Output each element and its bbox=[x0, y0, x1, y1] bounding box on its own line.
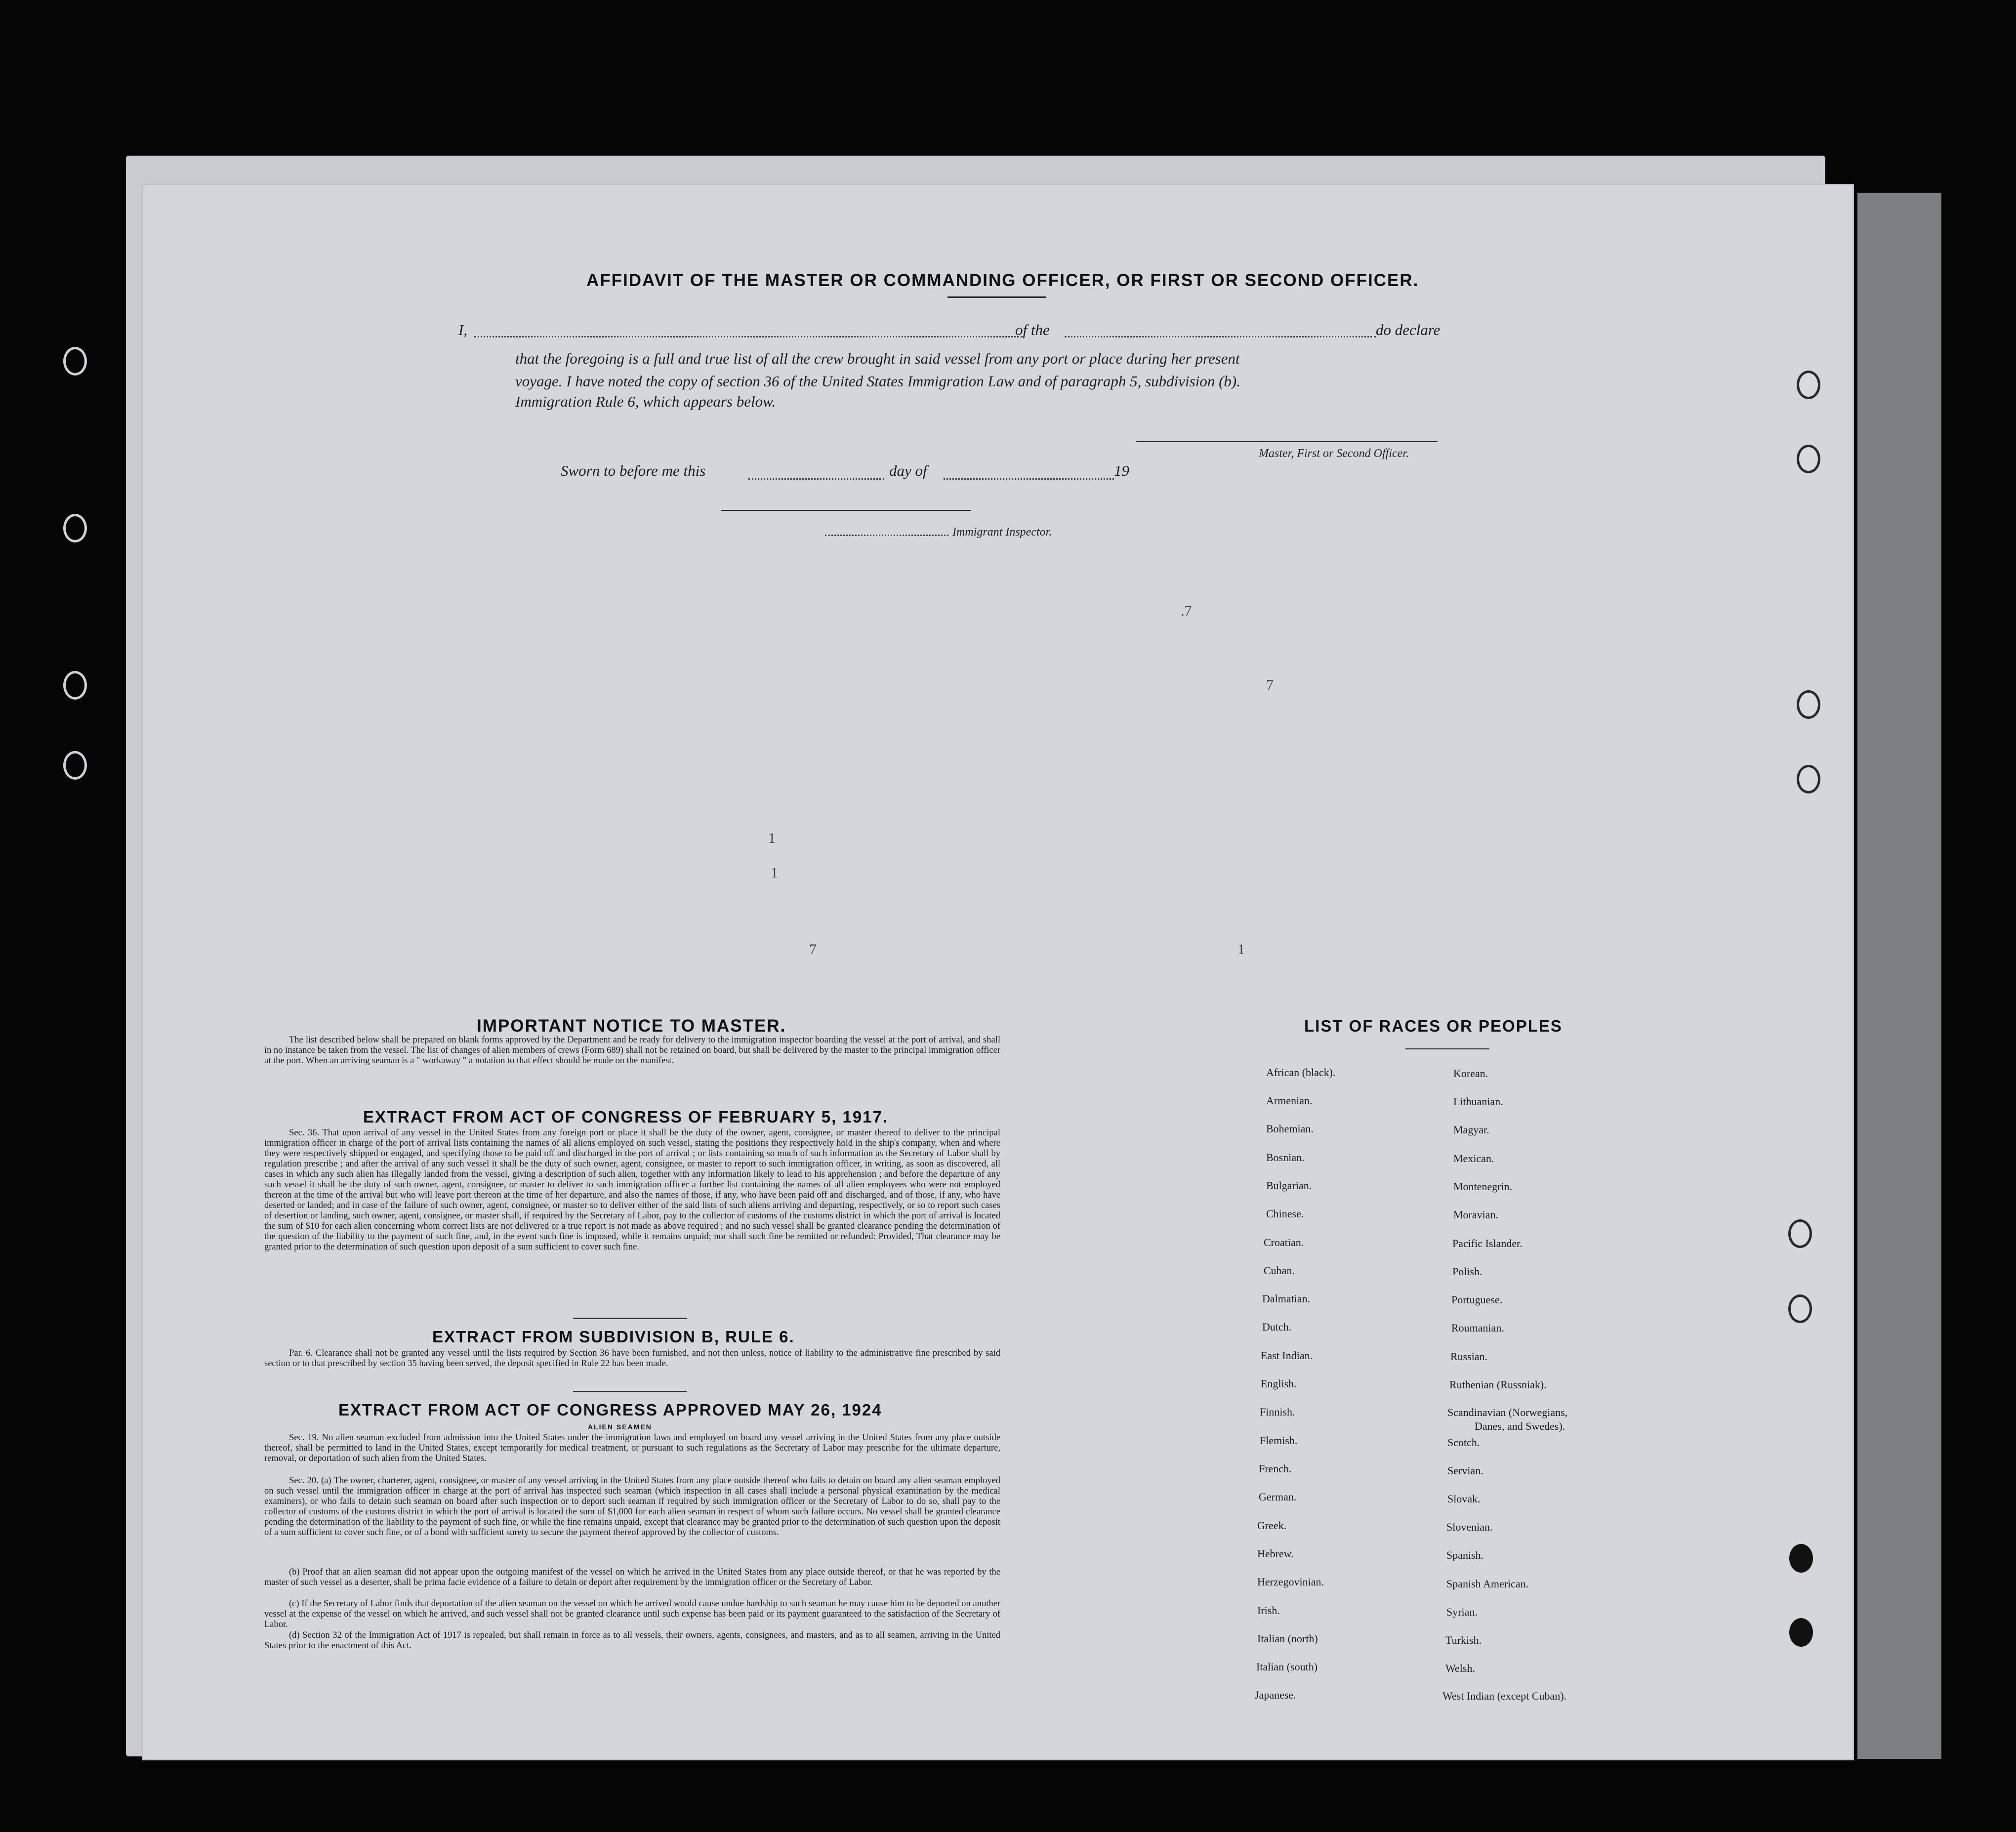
affidavit-line-2: that the foregoing is a full and true list of all the crew brought in said vessel from any port or place during her present bbox=[515, 350, 1240, 367]
race-item: English. bbox=[1261, 1377, 1297, 1390]
race-item: Dalmatian. bbox=[1262, 1292, 1311, 1305]
act-1924-sec20d: (d) Section 32 of the Immigration Act of 1917 is repealed, but shall remain in force as to all vessels, their owners, agents, consignees, and masters, and as to all seamen, arriving in the United States prior to the enactment of this Act. bbox=[264, 1630, 1000, 1651]
title-underline bbox=[947, 296, 1046, 298]
section-divider bbox=[573, 1391, 687, 1392]
vessel-blank[interactable] bbox=[1065, 336, 1376, 337]
race-item: Portuguese. bbox=[1451, 1293, 1503, 1306]
race-item: Danes, and Swedes). bbox=[1475, 1420, 1565, 1432]
race-item: African (black). bbox=[1266, 1066, 1336, 1079]
race-item: Servian. bbox=[1447, 1464, 1483, 1477]
race-item: Herzegovinian. bbox=[1257, 1576, 1324, 1588]
inspector-label: Immigrant Inspector. bbox=[952, 526, 1052, 539]
faint-mark: 1 bbox=[768, 830, 776, 846]
race-item: Bulgarian. bbox=[1266, 1179, 1312, 1192]
signature-label: Master, First or Second Officer. bbox=[1259, 447, 1409, 460]
faint-mark: 1 bbox=[1237, 941, 1245, 958]
races-title-underline bbox=[1405, 1048, 1489, 1049]
act-1924-title: EXTRACT FROM ACT OF CONGRESS APPROVED MAY 26, 1924 bbox=[338, 1401, 882, 1419]
race-item: Welsh. bbox=[1445, 1662, 1475, 1674]
binding-hole bbox=[1797, 690, 1820, 719]
act-1917-body: Sec. 36. That upon arrival of any vessel in the United States from any foreign port or place it shall be the duty of the owner, agent, consignee, or master thereof to deliver to the principal immigration officer in charge of the port of arrival lists containing the names of all aliens employed on such vessel, stating the positions they respectively hold in the ship's company, when and where they were respectively shipped or engaged, and specifying those to be paid off and discharged in the port of arrival ; or lists containing so much of such information as the Secretary of Labor shall by regulation prescribe ; and after the arrival of any such vessel it shall be the duty of such owner, agent, consignee, or master to report to such immigration officer, in writing, as soon as discovered, all cases in which any such alien has illegally landed from the vessel, giving a description of such alien, together with any information likely to lead to his apprehension ; and before the departure of any such vessel it shall be the duty of such owner, agent, consignee, or master to deliver to such immigration officer a further list containing the names of all alien employees who were not employed thereon at the time of the arrival but who will leave port thereon at the time of her departure, and also the names of those, if any, who have been paid off and discharged, and of those, if any, who have deserted or landed; and in case of the failure of such owner, agent, consignee, or master so to deliver either of the said lists of such aliens arriving and departing, respectively, or so to report such cases of desertion or landing, such owner, agent, consignee, or master shall, if required by the Secretary of Labor, pay to the collector of customs of the customs district in which the port of arrival is located the sum of $10 for each alien concerning whom correct lists are not delivered or a true report is not made as above required ; and no such vessel shall be granted clearance pending the determination of the question of the liability to the payment of such fine, and, in the event such fine is imposed, while it remains unpaid; nor shall such fine be remitted or refunded: Provided, That clearance may be granted prior to the determination of such question upon deposit of a sum sufficient to cover such fine. bbox=[264, 1128, 1000, 1252]
race-item: Croatian. bbox=[1264, 1236, 1304, 1249]
faint-mark: 1 bbox=[771, 865, 778, 881]
act-1924-sec20a: Sec. 20. (a) The owner, charterer, agent, consignee, or master of any vessel arriving in the United States from any place outside thereof who fails to detain on board any alien seaman employed on such vessel until the immigration officer in charge at the port of arrival has inspected such seaman (which inspection in all cases shall include a personal physical examination by the medical examiners), or who fails to detain such seaman on board after such inspection or to deport such seaman if required by such immigration officer or the Secretary of Labor to do so, shall pay to the collector of customs of the customs district in which the port of arrival is located the sum of $1,000 for each alien seaman in respect of whom such failure occurs. No vessel shall be granted clearance pending the determination of the liability to the payment of such fine, or while the fine remains unpaid, except that clearance may be granted prior to the determination of such question upon the deposit of a sum sufficient to cover such fine, or of a bond with sufficient surety to secure the payment thereof approved by the collector of customs. bbox=[264, 1476, 1000, 1538]
affidavit-i: I, bbox=[458, 321, 468, 338]
race-item: Korean. bbox=[1453, 1067, 1488, 1080]
race-item: Pacific Islander. bbox=[1452, 1237, 1522, 1249]
inspector-signature-line[interactable] bbox=[721, 510, 971, 511]
sworn-before: Sworn to before me this bbox=[561, 462, 706, 479]
race-item: Spanish American. bbox=[1446, 1578, 1529, 1590]
binding-hole bbox=[1797, 371, 1820, 399]
subdivision-b-title: EXTRACT FROM SUBDIVISION B, RULE 6. bbox=[432, 1328, 795, 1346]
section-divider bbox=[573, 1318, 687, 1319]
sworn-day-blank[interactable] bbox=[748, 478, 884, 480]
binding-hole bbox=[1788, 1294, 1812, 1323]
affidavit-of-the: of the bbox=[1015, 321, 1050, 338]
race-item: Bohemian. bbox=[1266, 1123, 1314, 1135]
day-of: day of bbox=[889, 462, 927, 479]
sworn-month-blank[interactable] bbox=[944, 478, 1114, 480]
race-item: Roumanian. bbox=[1451, 1322, 1504, 1334]
race-item: Hebrew. bbox=[1257, 1547, 1294, 1560]
notice-body: The list described below shall be prepared on blank forms approved by the Department and be ready for delivery to the immigration inspector boarding the vessel at the port of arrival, and shall in no instance be taken from the vessel. The list of changes of alien members of crews (Form 689) shall not be retained on board, but shall be delivered by the master to the principal immigration officer at the port. When an arriving seaman is a " workaway " a notation to that effect should be made on the manifest. bbox=[264, 1035, 1000, 1066]
race-item: Scandinavian (Norwegians, bbox=[1447, 1406, 1568, 1418]
race-item: Italian (north) bbox=[1257, 1632, 1318, 1645]
affidavit-line-3: voyage. I have noted the copy of section 36 of the United States Immigration Law and of paragraph 5, subdivision (b). bbox=[515, 373, 1240, 390]
races-title: LIST OF RACES OR PEOPLES bbox=[1304, 1017, 1563, 1035]
race-item: Montenegrin. bbox=[1453, 1180, 1513, 1193]
year-prefix: 19 bbox=[1114, 462, 1129, 479]
race-item: West Indian (except Cuban). bbox=[1442, 1690, 1567, 1702]
affidavit-line-4: Immigration Rule 6, which appears below. bbox=[515, 393, 776, 410]
race-item: Lithuanian. bbox=[1453, 1095, 1503, 1108]
faint-mark: 7 bbox=[1266, 677, 1274, 693]
race-item: German. bbox=[1259, 1491, 1297, 1503]
binding-hole bbox=[63, 347, 87, 375]
binding-hole bbox=[63, 751, 87, 780]
race-item: Mexican. bbox=[1453, 1152, 1494, 1165]
race-item: Magyar. bbox=[1453, 1124, 1489, 1136]
race-item: Polish. bbox=[1452, 1265, 1482, 1278]
race-item: Finnish. bbox=[1260, 1406, 1295, 1418]
inspector-dots bbox=[825, 535, 948, 536]
name-blank[interactable] bbox=[474, 336, 1023, 337]
race-item: Ruthenian (Russniak). bbox=[1449, 1378, 1547, 1391]
race-item: Turkish. bbox=[1445, 1634, 1482, 1646]
race-item: Bosnian. bbox=[1266, 1151, 1305, 1164]
race-item: Russian. bbox=[1450, 1350, 1488, 1363]
act-1917-title: EXTRACT FROM ACT OF CONGRESS OF FEBRUARY 5, 1917. bbox=[363, 1108, 889, 1126]
race-item: Japanese. bbox=[1255, 1689, 1296, 1701]
race-item: Slovak. bbox=[1447, 1493, 1481, 1505]
race-item: Greek. bbox=[1257, 1519, 1287, 1532]
race-item: Chinese. bbox=[1266, 1207, 1304, 1220]
binding-hole bbox=[1797, 765, 1820, 793]
race-item: Cuban. bbox=[1264, 1264, 1295, 1277]
race-item: Italian (south) bbox=[1256, 1661, 1318, 1673]
subdivision-b-body: Par. 6. Clearance shall not be granted any vessel until the lists required by Section 36 have been furnished, and not then unless, notice of liability to the administrative fine prescribed by said section or to that prescribed by section 35 having been served, the deposit specified in Rule 22 has been made. bbox=[264, 1348, 1000, 1369]
act-1924-sec20c: (c) If the Secretary of Labor finds that deportation of the alien seaman on the vessel on which he arrived would cause undue hardship to such seaman he may cause him to be deported on another vessel at the expense of the vessel on which he arrived, and such vessel shall not be granted clearance until such expense has been paid or its payment guaranteed to the satisfaction of the Secretary of Labor. bbox=[264, 1599, 1000, 1629]
race-item: Syrian. bbox=[1446, 1606, 1478, 1618]
binding-hole bbox=[63, 671, 87, 700]
alien-seamen-subtitle: ALIEN SEAMEN bbox=[588, 1423, 652, 1431]
binding-hole bbox=[1788, 1219, 1812, 1248]
act-1924-sec19: Sec. 19. No alien seaman excluded from admission into the United States under the immigration laws and employed on board any vessel arriving in the United States from any place outside thereof, shall be permitted to land in the United States, except temporarily for medical treatment, or pursuant to such regulations as the Secretary of Labor may prescribe for the ultimate departure, removal, or deportation of such alien from the United States. bbox=[264, 1433, 1000, 1463]
race-item: Scotch. bbox=[1447, 1436, 1480, 1449]
race-item: Spanish. bbox=[1446, 1549, 1484, 1561]
binding-hole bbox=[1789, 1544, 1813, 1573]
race-item: French. bbox=[1259, 1462, 1292, 1475]
binding-hole bbox=[1797, 445, 1820, 473]
race-item: Slovenian. bbox=[1446, 1521, 1493, 1533]
affidavit-do-declare: do declare bbox=[1376, 321, 1440, 338]
binder-strip bbox=[1857, 193, 1941, 1759]
notice-title: IMPORTANT NOTICE TO MASTER. bbox=[477, 1016, 786, 1036]
race-item: East Indian. bbox=[1261, 1349, 1313, 1362]
faint-mark: 7 bbox=[809, 941, 817, 958]
binding-hole bbox=[63, 514, 87, 542]
faint-mark: .7 bbox=[1181, 603, 1192, 619]
race-item: Flemish. bbox=[1260, 1434, 1298, 1447]
signature-line[interactable] bbox=[1136, 441, 1438, 442]
race-item: Moravian. bbox=[1453, 1208, 1499, 1221]
act-1924-sec20b: (b) Proof that an alien seaman did not appear upon the outgoing manifest of the vessel on which he arrived in the United States from any place outside thereof, or that he was reported by the master of such vessel as a deserter, shall be prima facie evidence of a failure to detain or deport after requirement by the immigration officer or the Secretary of Labor. bbox=[264, 1567, 1000, 1587]
race-item: Irish. bbox=[1257, 1604, 1280, 1617]
binding-hole bbox=[1789, 1618, 1813, 1647]
race-item: Dutch. bbox=[1262, 1321, 1292, 1333]
affidavit-title: AFFIDAVIT OF THE MASTER OR COMMANDING OFFICER, OR FIRST OR SECOND OFFICER. bbox=[586, 271, 1419, 290]
race-item: Armenian. bbox=[1266, 1094, 1313, 1107]
